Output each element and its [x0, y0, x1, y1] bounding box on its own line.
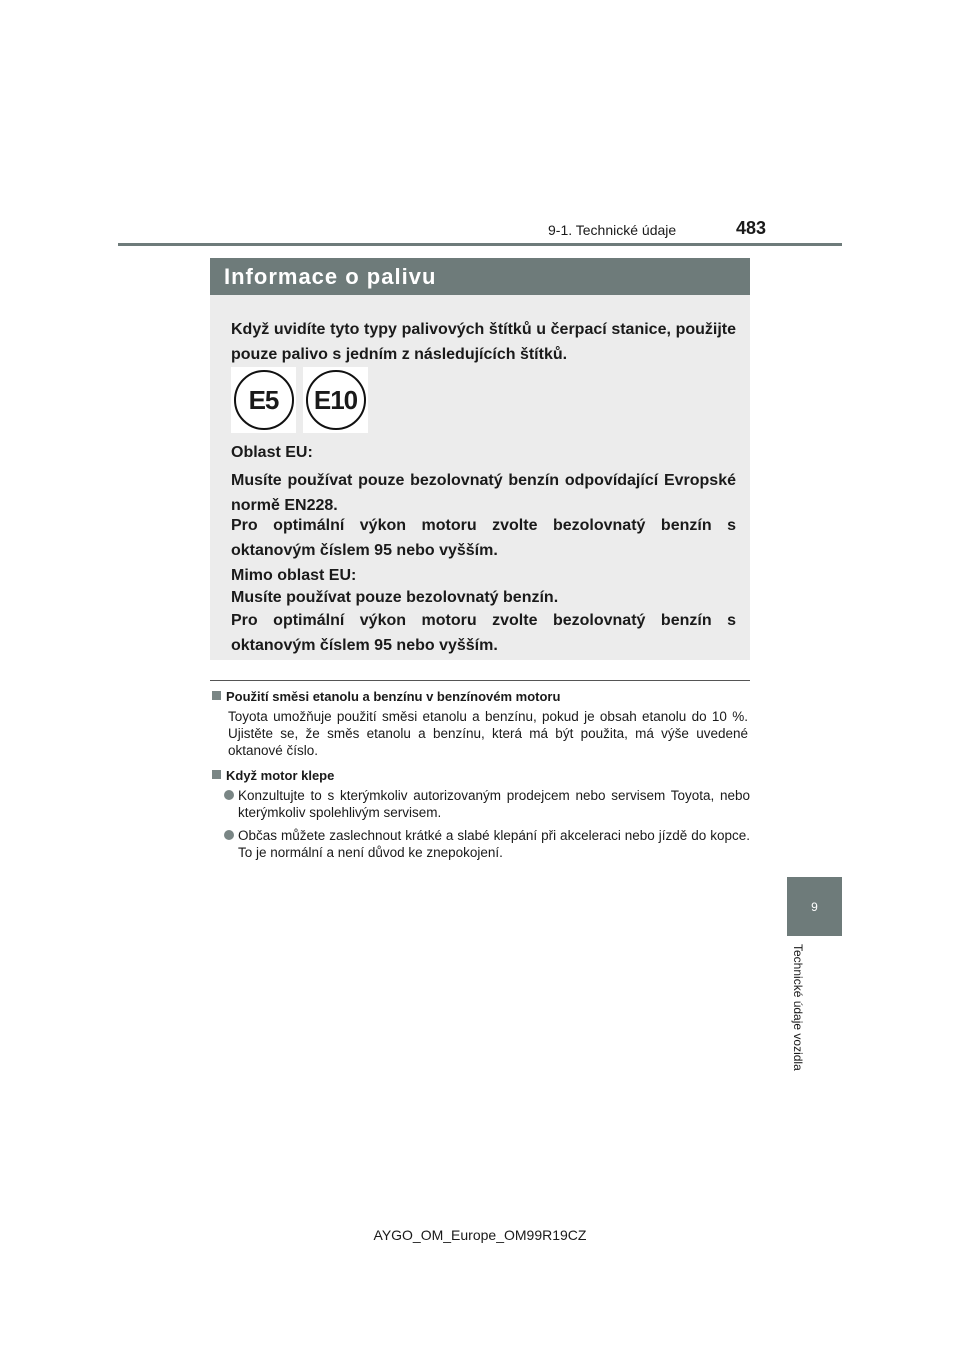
knock-heading: Když motor klepe — [226, 768, 335, 783]
ethanol-heading: Použití směsi etanolu a benzínu v benzínovém motoru — [226, 689, 561, 704]
page-number: 483 — [736, 218, 767, 238]
round-bullet-icon — [224, 830, 234, 840]
knock-bullet-2: Občas můžete zaslechnout krátké a slabé klepání při akceleraci nebo jízdě do kopce. To je normální a není důvod ke znepokojení. — [238, 828, 750, 860]
section-reference: 9-1. Technické údaje — [548, 222, 677, 238]
ethanol-heading-row — [212, 689, 752, 704]
ethanol-section — [212, 689, 752, 759]
round-bullet-icon — [224, 790, 234, 800]
chapter-tab — [787, 877, 842, 936]
non-eu-text-2: Pro optimální výkon motoru zvolte bezolovnatý benzín s oktanovým číslem 95 nebo vyšším. — [231, 612, 736, 654]
fuel-labels — [231, 367, 368, 433]
chapter-title: Technické údaje vozidla — [791, 944, 805, 1071]
fuel-label-e10 — [303, 367, 368, 433]
chapter-title-vertical — [787, 944, 811, 1104]
non-eu-text-1: Musíte používat pouze bezolovnatý benzín. — [231, 589, 559, 606]
list-item — [224, 827, 750, 861]
eu-heading: Oblast EU: — [231, 444, 313, 461]
section-title: Informace o palivu — [224, 263, 437, 289]
eu-text-1: Musíte používat pouze bezolovnatý benzín odpovídající Evropské normě EN228. — [231, 472, 736, 514]
eu-text-2: Pro optimální výkon motoru zvolte bezolovnatý benzín s oktanovým číslem 95 nebo vyšším. — [231, 517, 736, 559]
fuel-label-e5-text: E5 — [234, 370, 294, 430]
knock-heading-row — [212, 768, 752, 783]
fuel-label-e10-text: E10 — [306, 370, 366, 430]
knock-section — [212, 768, 752, 861]
section-title-bar — [210, 258, 750, 295]
list-item — [224, 787, 750, 821]
knock-bullet-1: Konzultujte to s kterýmkoliv autorizovaným prodejcem nebo servisem Toyota, nebo kterýmkoliv spolehlivým servisem. — [238, 788, 750, 820]
info-intro: Když uvidíte tyto typy palivových štítků u čerpací stanice, použijte pouze palivo s jedním z následujících štítků. — [231, 321, 736, 363]
fuel-info-box — [210, 295, 750, 660]
footer-doc-id: AYGO_OM_Europe_OM99R19CZ — [373, 1227, 587, 1243]
header-divider — [118, 243, 842, 246]
content-divider — [210, 680, 750, 681]
fuel-label-e5 — [231, 367, 296, 433]
chapter-number: 9 — [811, 899, 818, 914]
non-eu-heading: Mimo oblast EU: — [231, 567, 357, 584]
square-bullet-icon — [212, 770, 221, 779]
square-bullet-icon — [212, 691, 221, 700]
ethanol-text: Toyota umožňuje použití směsi etanolu a benzínu, pokud je obsah etanolu do 10 %. Ujistěte se, že směs etanolu a benzínu, která má být použita, má výše uvedené oktanové číslo. — [228, 709, 748, 758]
